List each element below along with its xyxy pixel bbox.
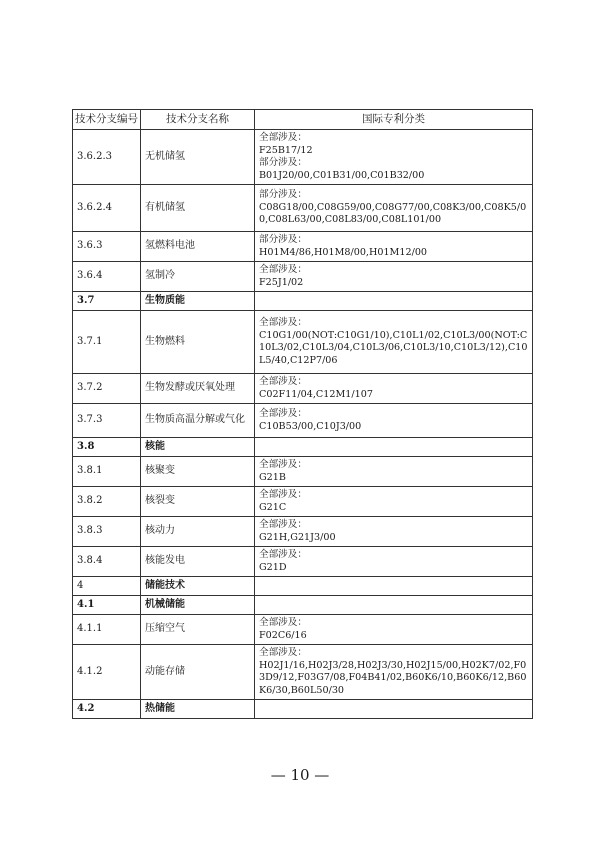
branch-code: 4.1: [73, 596, 141, 615]
ipc-codes: G21C: [259, 501, 287, 513]
table-row: [73, 577, 533, 596]
table-row: [73, 547, 533, 577]
scope-label: 全部涉及：: [259, 459, 307, 470]
ipc-classes: [255, 311, 533, 374]
branch-code: 3.7.2: [73, 374, 141, 404]
branch-name: 核能发电: [141, 547, 255, 577]
scope-label: 全部涉及：: [259, 489, 307, 500]
branch-code: 3.7.1: [73, 311, 141, 374]
ipc-classes: [255, 645, 533, 700]
scope-label: 全部涉及：: [259, 264, 307, 275]
ipc-classes: [255, 577, 533, 596]
table-row: [73, 262, 533, 292]
branch-name: 动能存储: [141, 645, 255, 700]
table-row: [73, 596, 533, 615]
ipc-codes: G21B: [259, 471, 286, 483]
ipc-classes: [255, 700, 533, 719]
table-row: [73, 517, 533, 547]
ipc-codes: F25B17/12: [259, 144, 313, 156]
branch-name: 生物质高温分解或气化: [141, 404, 255, 438]
page-number: — 10 —: [270, 766, 330, 784]
ipc-classes: [255, 615, 533, 645]
branch-code: 3.8.2: [73, 487, 141, 517]
branch-code: 3.6.3: [73, 232, 141, 262]
branch-code: 4.2: [73, 700, 141, 719]
table-row: [73, 457, 533, 487]
branch-name: 氢制冷: [141, 262, 255, 292]
branch-name: 生物质能: [141, 292, 255, 311]
branch-name: 核能: [141, 438, 255, 457]
ipc-classes: [255, 596, 533, 615]
ipc-classes: [255, 232, 533, 262]
ipc-codes: F25J1/02: [259, 276, 304, 288]
branch-code: 4.1.2: [73, 645, 141, 700]
scope-label: 全部涉及：: [259, 408, 307, 419]
table-row: [73, 615, 533, 645]
ipc-codes: G21H,G21J3/00: [259, 531, 336, 543]
branch-code: 3.8.1: [73, 457, 141, 487]
branch-name: 核聚变: [141, 457, 255, 487]
ipc-codes: G21D: [259, 561, 287, 573]
branch-name: 热储能: [141, 700, 255, 719]
ipc-codes: C08G18/00,C08G59/00,C08G77/00,C08K3/00,C08K5/00,C08L63/00,C08L83/00,C08L101/00: [259, 201, 527, 226]
branch-name: 氢燃料电池: [141, 232, 255, 262]
branch-name: 储能技术: [141, 577, 255, 596]
ipc-classes: [255, 457, 533, 487]
table-row: [73, 130, 533, 185]
header-ipc: 国际专利分类: [255, 110, 533, 130]
ipc-classes: [255, 185, 533, 232]
scope-label: 全部涉及：: [259, 376, 307, 387]
branch-code: 3.8.3: [73, 517, 141, 547]
ipc-classes: [255, 374, 533, 404]
ipc-classes: [255, 438, 533, 457]
scope-label: 全部涉及：: [259, 132, 307, 143]
ipc-codes: H02J1/16,H02J3/28,H02J3/30,H02J15/00,H02K7/02,F03D9/12,F03G7/08,F04B41/02,B60K6/10,B60K6/12,B60K6/30,B60L50/30: [259, 659, 527, 696]
branch-code: 3.7: [73, 292, 141, 311]
ipc-classes: [255, 487, 533, 517]
scope-label: 全部涉及：: [259, 549, 307, 560]
branch-name: 核动力: [141, 517, 255, 547]
branch-code: 4.1.1: [73, 615, 141, 645]
scope-label: 全部涉及：: [259, 647, 307, 658]
table-row: [73, 232, 533, 262]
ipc-classes: [255, 262, 533, 292]
scope-label: 部分涉及：: [259, 157, 307, 168]
table-row: [73, 487, 533, 517]
table-row: [73, 292, 533, 311]
ipc-codes: H01M4/86,H01M8/00,H01M12/00: [259, 246, 428, 258]
table-row: [73, 645, 533, 700]
branch-name: 无机储氢: [141, 130, 255, 185]
scope-label: 全部涉及：: [259, 519, 307, 530]
header-branch-name: 技术分支名称: [141, 110, 255, 130]
header-branch-code: 技术分支编号: [73, 110, 141, 130]
ipc-codes: F02C6/16: [259, 629, 307, 641]
ipc-classes: [255, 547, 533, 577]
ipc-codes: B01J20/00,C01B31/00,C01B32/00: [259, 169, 425, 181]
scope-label: 部分涉及：: [259, 189, 307, 201]
branch-name: 有机储氢: [141, 185, 255, 232]
table-row: [73, 438, 533, 457]
branch-code: 3.8.4: [73, 547, 141, 577]
scope-label: 全部涉及：: [259, 617, 307, 628]
ipc-classes: [255, 404, 533, 438]
scope-label: 部分涉及：: [259, 234, 307, 245]
branch-code: 3.7.3: [73, 404, 141, 438]
branch-name: 机械储能: [141, 596, 255, 615]
scope-label: 全部涉及：: [259, 317, 307, 328]
ipc-codes: C10G1/00(NOT:C10G1/10),C10L1/02,C10L3/00(NOT:C10L3/02,C10L3/04,C10L3/06,C10L3/10,C10L3/12),C10L5/40,C12P7/06: [259, 329, 528, 366]
table-row: [73, 311, 533, 374]
ipc-classes: [255, 517, 533, 547]
branch-name: 核裂变: [141, 487, 255, 517]
branch-code: 4: [73, 577, 141, 596]
branch-code: 3.8: [73, 438, 141, 457]
ipc-codes: C10B53/00,C10J3/00: [259, 420, 362, 432]
ipc-classification-table: [72, 109, 533, 719]
table-row: [73, 404, 533, 438]
table-row: [73, 700, 533, 719]
table-row: [73, 185, 533, 232]
table-row: [73, 374, 533, 404]
ipc-classes: [255, 292, 533, 311]
branch-name: 压缩空气: [141, 615, 255, 645]
ipc-classes: [255, 130, 533, 185]
table-header-row: [73, 110, 533, 130]
branch-code: 3.6.2.3: [73, 130, 141, 185]
ipc-codes: C02F11/04,C12M1/107: [259, 388, 373, 400]
branch-name: 生物燃料: [141, 311, 255, 374]
branch-name: 生物发酵或厌氧处理: [141, 374, 255, 404]
branch-code: 3.6.4: [73, 262, 141, 292]
branch-code: 3.6.2.4: [73, 185, 141, 232]
